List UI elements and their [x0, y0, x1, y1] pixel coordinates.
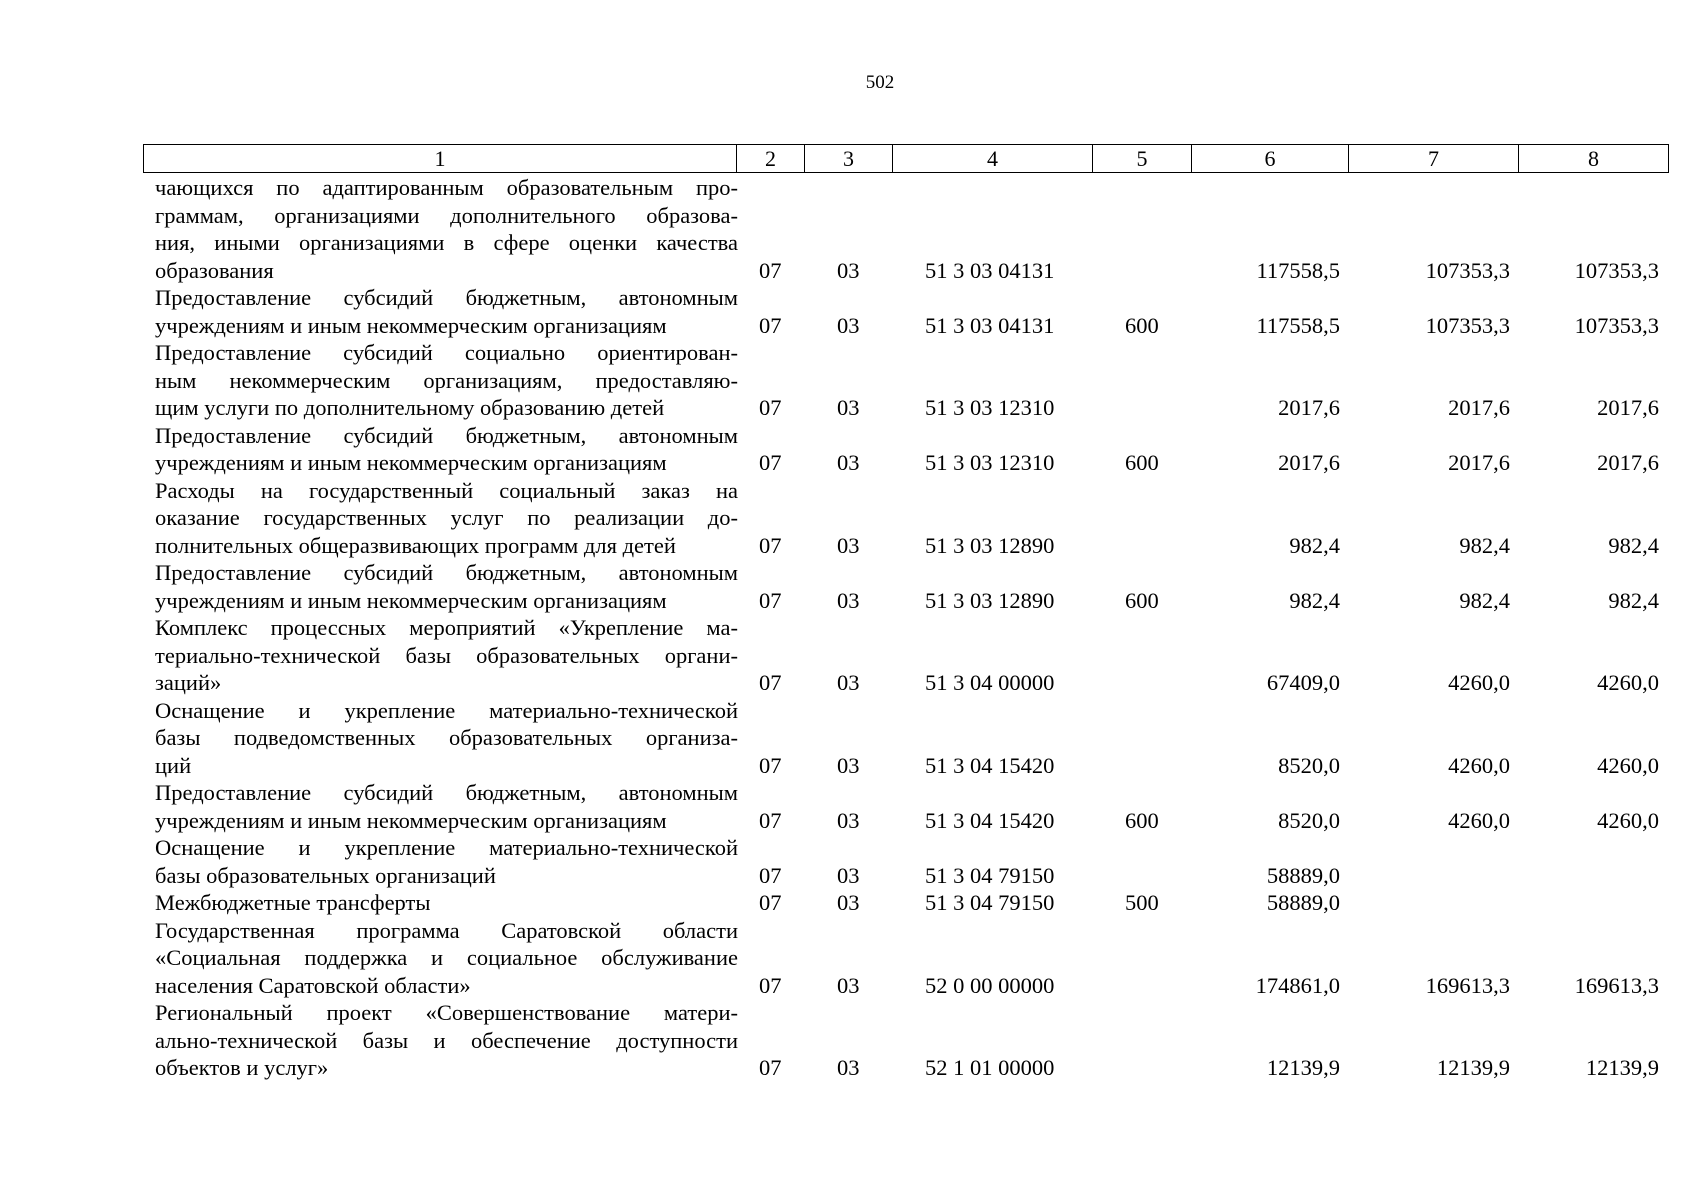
- cell-col-3: 03: [837, 257, 860, 283]
- description-line: базы образовательных организаций: [155, 862, 496, 888]
- description-line: Предоставление субсидий бюджетным, автономным: [155, 422, 738, 448]
- description-line: образования: [155, 257, 274, 283]
- row-description: [143, 614, 738, 697]
- column-header-5: 5: [1093, 145, 1192, 173]
- table-row: [143, 422, 1668, 477]
- table-row: [143, 779, 1668, 834]
- cell-col-3: 03: [837, 312, 860, 338]
- row-description: [143, 889, 738, 917]
- cell-col-2: 07: [759, 450, 782, 475]
- cell-col-6: 117558,5: [1256, 312, 1340, 338]
- cell-col-6: 174861,0: [1255, 972, 1340, 998]
- cell-col-6: 58889,0: [1266, 862, 1340, 888]
- description-line: Межбюджетные трансферты: [155, 890, 431, 915]
- cell-col-5: 600: [1125, 450, 1159, 475]
- description-line: Региональный проект «Совершенствование матери-: [155, 1000, 738, 1025]
- cell-col-6: 2017,6: [1278, 395, 1340, 420]
- description-line: Предоставление субсидий бюджетным, автономным: [155, 285, 738, 310]
- cell-col-3: 03: [837, 862, 860, 888]
- row-description: [143, 339, 738, 422]
- description-line: оказание государственных услуг по реализации до-: [155, 505, 738, 530]
- row-description: [143, 174, 738, 284]
- description-line: учреждениям и иным некоммерческим организациям: [155, 312, 667, 338]
- table-row: [143, 697, 1668, 780]
- cell-col-4: 51 3 04 15420: [925, 807, 1055, 833]
- description-line: териально-технической базы образовательных органи-: [155, 642, 738, 668]
- table-row: [143, 174, 1668, 284]
- cell-col-6: 8520,0: [1278, 752, 1340, 778]
- cell-col-4: 51 3 03 04131: [925, 312, 1055, 338]
- description-line: населения Саратовской области»: [155, 972, 471, 998]
- table-row: [143, 889, 1668, 917]
- table-header: [143, 144, 1669, 173]
- cell-col-2: 07: [759, 972, 782, 998]
- cell-col-2: 07: [759, 257, 782, 283]
- cell-col-6: 117558,5: [1256, 257, 1340, 283]
- cell-col-8: 2017,6: [1597, 450, 1659, 475]
- cell-col-2: 07: [759, 532, 782, 558]
- description-line: Предоставление субсидий социально ориентирован-: [155, 340, 738, 365]
- cell-col-7: 107353,3: [1425, 257, 1510, 283]
- table-row: [143, 999, 1668, 1082]
- cell-col-3: 03: [837, 670, 860, 695]
- cell-col-8: 2017,6: [1597, 395, 1659, 420]
- description-line: ния, иными организациями в сфере оценки качества: [155, 230, 738, 255]
- description-line: Оснащение и укрепление материально-технической: [155, 835, 738, 860]
- column-header-2: 2: [737, 145, 805, 173]
- row-description: [143, 917, 738, 1000]
- row-description: [143, 697, 738, 780]
- description-line: Оснащение и укрепление материально-технической: [155, 697, 738, 723]
- cell-col-4: 51 3 04 79150: [925, 862, 1055, 888]
- cell-col-7: 982,4: [1459, 587, 1510, 613]
- cell-col-7: 2017,6: [1448, 395, 1510, 420]
- cell-col-6: 982,4: [1289, 587, 1340, 613]
- cell-col-6: 982,4: [1289, 532, 1340, 558]
- cell-col-2: 07: [759, 395, 782, 420]
- description-line: учреждениям и иным некоммерческим организациям: [155, 450, 667, 475]
- cell-col-7: 4260,0: [1448, 752, 1510, 778]
- column-header-4: 4: [893, 145, 1093, 173]
- cell-col-4: 51 3 04 00000: [925, 670, 1055, 695]
- description-line: Комплекс процессных мероприятий «Укрепление ма-: [155, 615, 738, 640]
- row-description: [143, 422, 738, 477]
- cell-col-5: 600: [1125, 587, 1159, 613]
- cell-col-5: 500: [1125, 890, 1159, 915]
- cell-col-4: 51 3 03 12310: [925, 395, 1055, 420]
- description-line: граммам, организациями дополнительного образова-: [155, 202, 738, 228]
- cell-col-8: 12139,9: [1585, 1055, 1659, 1080]
- cell-col-8: 4260,0: [1597, 752, 1659, 778]
- cell-col-7: 12139,9: [1436, 1055, 1510, 1080]
- description-line: ально-технической базы и обеспечение доступности: [155, 1027, 738, 1053]
- table-row: [143, 477, 1668, 560]
- table-row: [143, 834, 1668, 889]
- description-line: «Социальная поддержка и социальное обслуживание: [155, 945, 738, 970]
- cell-col-4: 51 3 03 04131: [925, 257, 1055, 283]
- cell-col-8: 4260,0: [1597, 670, 1659, 695]
- cell-col-8: 4260,0: [1597, 807, 1659, 833]
- cell-col-5: 600: [1125, 807, 1159, 833]
- cell-col-7: 2017,6: [1448, 450, 1510, 475]
- column-header-3: 3: [805, 145, 893, 173]
- cell-col-8: 169613,3: [1574, 972, 1659, 998]
- cell-col-8: 107353,3: [1574, 257, 1659, 283]
- cell-col-2: 07: [759, 890, 782, 915]
- cell-col-3: 03: [837, 807, 860, 833]
- cell-col-3: 03: [837, 450, 860, 475]
- column-header-1: 1: [144, 145, 737, 173]
- description-line: учреждениям и иным некоммерческим организациям: [155, 807, 667, 833]
- table-row: [143, 917, 1668, 1000]
- cell-col-2: 07: [759, 807, 782, 833]
- column-header-6: 6: [1192, 145, 1349, 173]
- cell-col-4: 52 1 01 00000: [925, 1055, 1055, 1080]
- row-description: [143, 559, 738, 614]
- column-header-7: 7: [1349, 145, 1519, 173]
- cell-col-2: 07: [759, 670, 782, 695]
- cell-col-6: 12139,9: [1266, 1055, 1340, 1080]
- table-row: [143, 614, 1668, 697]
- row-description: [143, 284, 738, 339]
- cell-col-7: 4260,0: [1448, 670, 1510, 695]
- cell-col-6: 67409,0: [1266, 670, 1340, 695]
- cell-col-6: 58889,0: [1266, 890, 1340, 915]
- table-row: [143, 284, 1668, 339]
- row-description: [143, 834, 738, 889]
- row-description: [143, 477, 738, 560]
- description-line: базы подведомственных образовательных организа-: [155, 725, 738, 750]
- table-row: [143, 339, 1668, 422]
- cell-col-2: 07: [759, 587, 782, 613]
- cell-col-3: 03: [837, 1055, 860, 1080]
- cell-col-2: 07: [759, 1055, 782, 1080]
- row-description: [143, 999, 738, 1082]
- cell-col-3: 03: [837, 752, 860, 778]
- cell-col-8: 982,4: [1608, 532, 1659, 558]
- cell-col-3: 03: [837, 532, 860, 558]
- page-number: 502: [865, 72, 895, 93]
- cell-col-7: 4260,0: [1448, 807, 1510, 833]
- description-line: ций: [155, 752, 192, 778]
- cell-col-6: 8520,0: [1278, 807, 1340, 833]
- description-line: заций»: [155, 670, 222, 695]
- cell-col-4: 52 0 00 00000: [925, 972, 1055, 998]
- description-line: полнительных общеразвивающих программ для детей: [155, 532, 676, 558]
- cell-col-5: 600: [1125, 312, 1159, 338]
- cell-col-3: 03: [837, 972, 860, 998]
- cell-col-4: 51 3 04 79150: [925, 890, 1055, 915]
- cell-col-8: 107353,3: [1574, 312, 1659, 338]
- cell-col-3: 03: [837, 395, 860, 420]
- description-line: чающихся по адаптированным образовательным про-: [155, 175, 738, 200]
- cell-col-4: 51 3 03 12890: [925, 532, 1055, 558]
- description-line: ным некоммерческим организациям, предоставляю-: [155, 367, 738, 393]
- column-header-8: 8: [1519, 145, 1669, 173]
- table-body: [143, 174, 1668, 1082]
- cell-col-7: 982,4: [1459, 532, 1510, 558]
- description-line: Предоставление субсидий бюджетным, автономным: [155, 780, 738, 805]
- description-line: Государственная программа Саратовской области: [155, 917, 738, 943]
- cell-col-8: 982,4: [1608, 587, 1659, 613]
- description-line: учреждениям и иным некоммерческим организациям: [155, 587, 667, 613]
- cell-col-3: 03: [837, 890, 860, 915]
- cell-col-4: 51 3 04 15420: [925, 752, 1055, 778]
- description-line: Расходы на государственный социальный заказ на: [155, 477, 738, 503]
- cell-col-3: 03: [837, 587, 860, 613]
- cell-col-4: 51 3 03 12890: [925, 587, 1055, 613]
- description-line: объектов и услуг»: [155, 1055, 329, 1080]
- cell-col-2: 07: [759, 862, 782, 888]
- table-row: [143, 559, 1668, 614]
- cell-col-4: 51 3 03 12310: [925, 450, 1055, 475]
- cell-col-6: 2017,6: [1278, 450, 1340, 475]
- description-line: Предоставление субсидий бюджетным, автономным: [155, 560, 738, 585]
- description-line: щим услуги по дополнительному образованию детей: [155, 395, 665, 420]
- cell-col-2: 07: [759, 752, 782, 778]
- cell-col-2: 07: [759, 312, 782, 338]
- row-description: [143, 779, 738, 834]
- cell-col-7: 107353,3: [1425, 312, 1510, 338]
- cell-col-7: 169613,3: [1425, 972, 1510, 998]
